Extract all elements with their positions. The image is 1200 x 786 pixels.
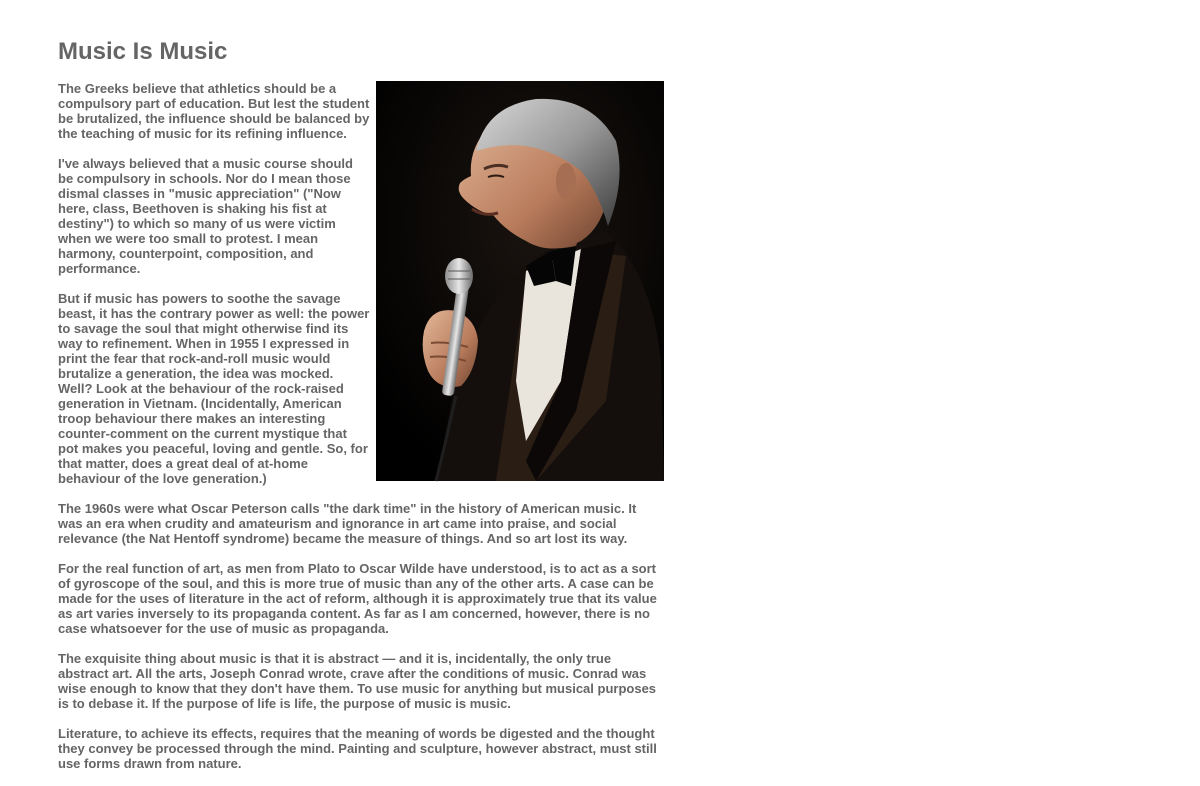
paragraph-7: Literature, to achieve its effects, requires that the meaning of words be digested and the thought they convey be processed through the mind. Painting and sculpture, however abstract, must still use forms drawn from nature.: [58, 726, 657, 771]
paragraph-5: For the real function of art, as men from Plato to Oscar Wilde have understood, is to act as a sort of gyroscope of the soul, and this is more true of music than any of the other arts. A case can be made for the uses of literature in the act of reform, although it is approximately true that its value as art varies inversely to its propaganda content. As far as I am concerned, however, there is no case whatsoever for the use of music as propaganda.: [58, 561, 657, 636]
paragraph-4: The 1960s were what Oscar Peterson calls "the dark time" in the history of American music. It was an era when crudity and amateurism and ignorance in art came into praise, and social relevance (the Nat Hentoff syndrome) became the measure of things. And so art lost its way.: [58, 501, 637, 546]
paragraph-6: The exquisite thing about music is that it is abstract — and it is, incidentally, the only true abstract art. All the arts, Joseph Conrad wrote, crave after the conditions of music. Conrad was wise enough to know that they don't have them. To use music for anything but musical purposes is to debase it. If the purpose of life is life, the purpose of music is music.: [58, 651, 657, 711]
paragraph-2: I've always believed that a music course should be compulsory in schools. Nor do I mean those dismal classes in "music appreciation" ("Now here, class, Beethoven is shaking his fist at destiny") to which so many of us were victim when we were too small to protest. I mean harmony, counterpoint, composition, and performance.: [58, 156, 353, 276]
paragraph-3: But if music has powers to soothe the savage beast, it has the contrary power as well: the power to savage the soul that might otherwise find its way to refinement. When in 1955 I expressed in print the fear that rock-and-roll music would brutalize a generation, the idea was mocked. Well? Look at the behaviour of the rock-raised generation in Vietnam. (Incidentally, American troop behaviour there makes an interesting counter-comment on the current mystique that pot makes you peaceful, loving and gentle. So, for that matter, does a great deal of at-home behaviour of the love generation.): [58, 291, 370, 486]
article-title: Music Is Music: [58, 38, 228, 65]
singer-photo: [376, 81, 664, 481]
paragraph-1: The Greeks believe that athletics should be a compulsory part of education. But lest the student be brutalized, the influence should be balanced by the teaching of music for its refining influence.: [58, 81, 370, 141]
article: [58, 38, 664, 786]
singer-illustration: [376, 81, 664, 481]
